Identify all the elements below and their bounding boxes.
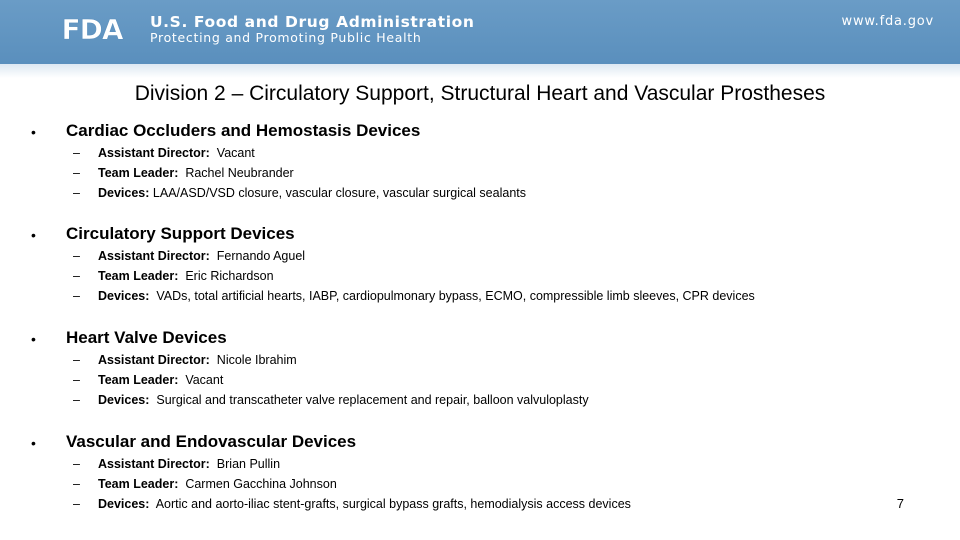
slide-title: Division 2 – Circulatory Support, Structural Heart and Vascular Prostheses <box>134 82 826 105</box>
svg-text:FDA: FDA <box>61 14 123 44</box>
site-url[interactable]: www.fda.gov <box>841 14 934 29</box>
list-item: – Devices: VADs, total artificial hearts, IABP, cardiopulmonary bypass, ECMO, compressible limb sleeves, CPR devices <box>73 289 755 303</box>
list-item: – Team Leader: Eric Richardson <box>73 269 274 283</box>
list-item: – Assistant Director: Brian Pullin <box>73 457 281 471</box>
header-bar <box>0 0 960 64</box>
list-item: – Team Leader: Vacant <box>73 373 224 387</box>
org-name: U.S. Food and Drug Administration <box>150 13 475 31</box>
bullet: • <box>31 124 36 140</box>
bullet: • <box>31 227 36 243</box>
list-item: – Devices: LAA/ASD/VSD closure, vascular closure, vascular surgical sealants <box>73 186 526 200</box>
fda-logo <box>46 14 138 44</box>
section-heading: Circulatory Support Devices <box>66 224 295 243</box>
list-item: – Assistant Director: Vacant <box>73 146 255 160</box>
section-heading: Cardiac Occluders and Hemostasis Devices <box>66 121 421 140</box>
section-heading: Heart Valve Devices <box>66 328 227 347</box>
page-number: 7 <box>896 496 904 511</box>
org-tagline: Protecting and Promoting Public Health <box>150 30 422 45</box>
list-item: – Devices: Surgical and transcatheter valve replacement and repair, balloon valvuloplasty <box>73 393 589 407</box>
header-fade <box>0 64 960 78</box>
list-item: – Devices: Aortic and aorto-iliac stent-grafts, surgical bypass grafts, hemodialysis access devices <box>73 497 631 511</box>
list-item: – Team Leader: Rachel Neubrander <box>73 166 294 180</box>
section-heading: Vascular and Endovascular Devices <box>66 432 357 451</box>
list-item: – Assistant Director: Fernando Aguel <box>73 249 306 263</box>
list-item: – Assistant Director: Nicole Ibrahim <box>73 353 297 367</box>
bullet: • <box>31 331 36 347</box>
list-item: – Team Leader: Carmen Gacchina Johnson <box>73 477 337 491</box>
bullet: • <box>31 435 36 451</box>
